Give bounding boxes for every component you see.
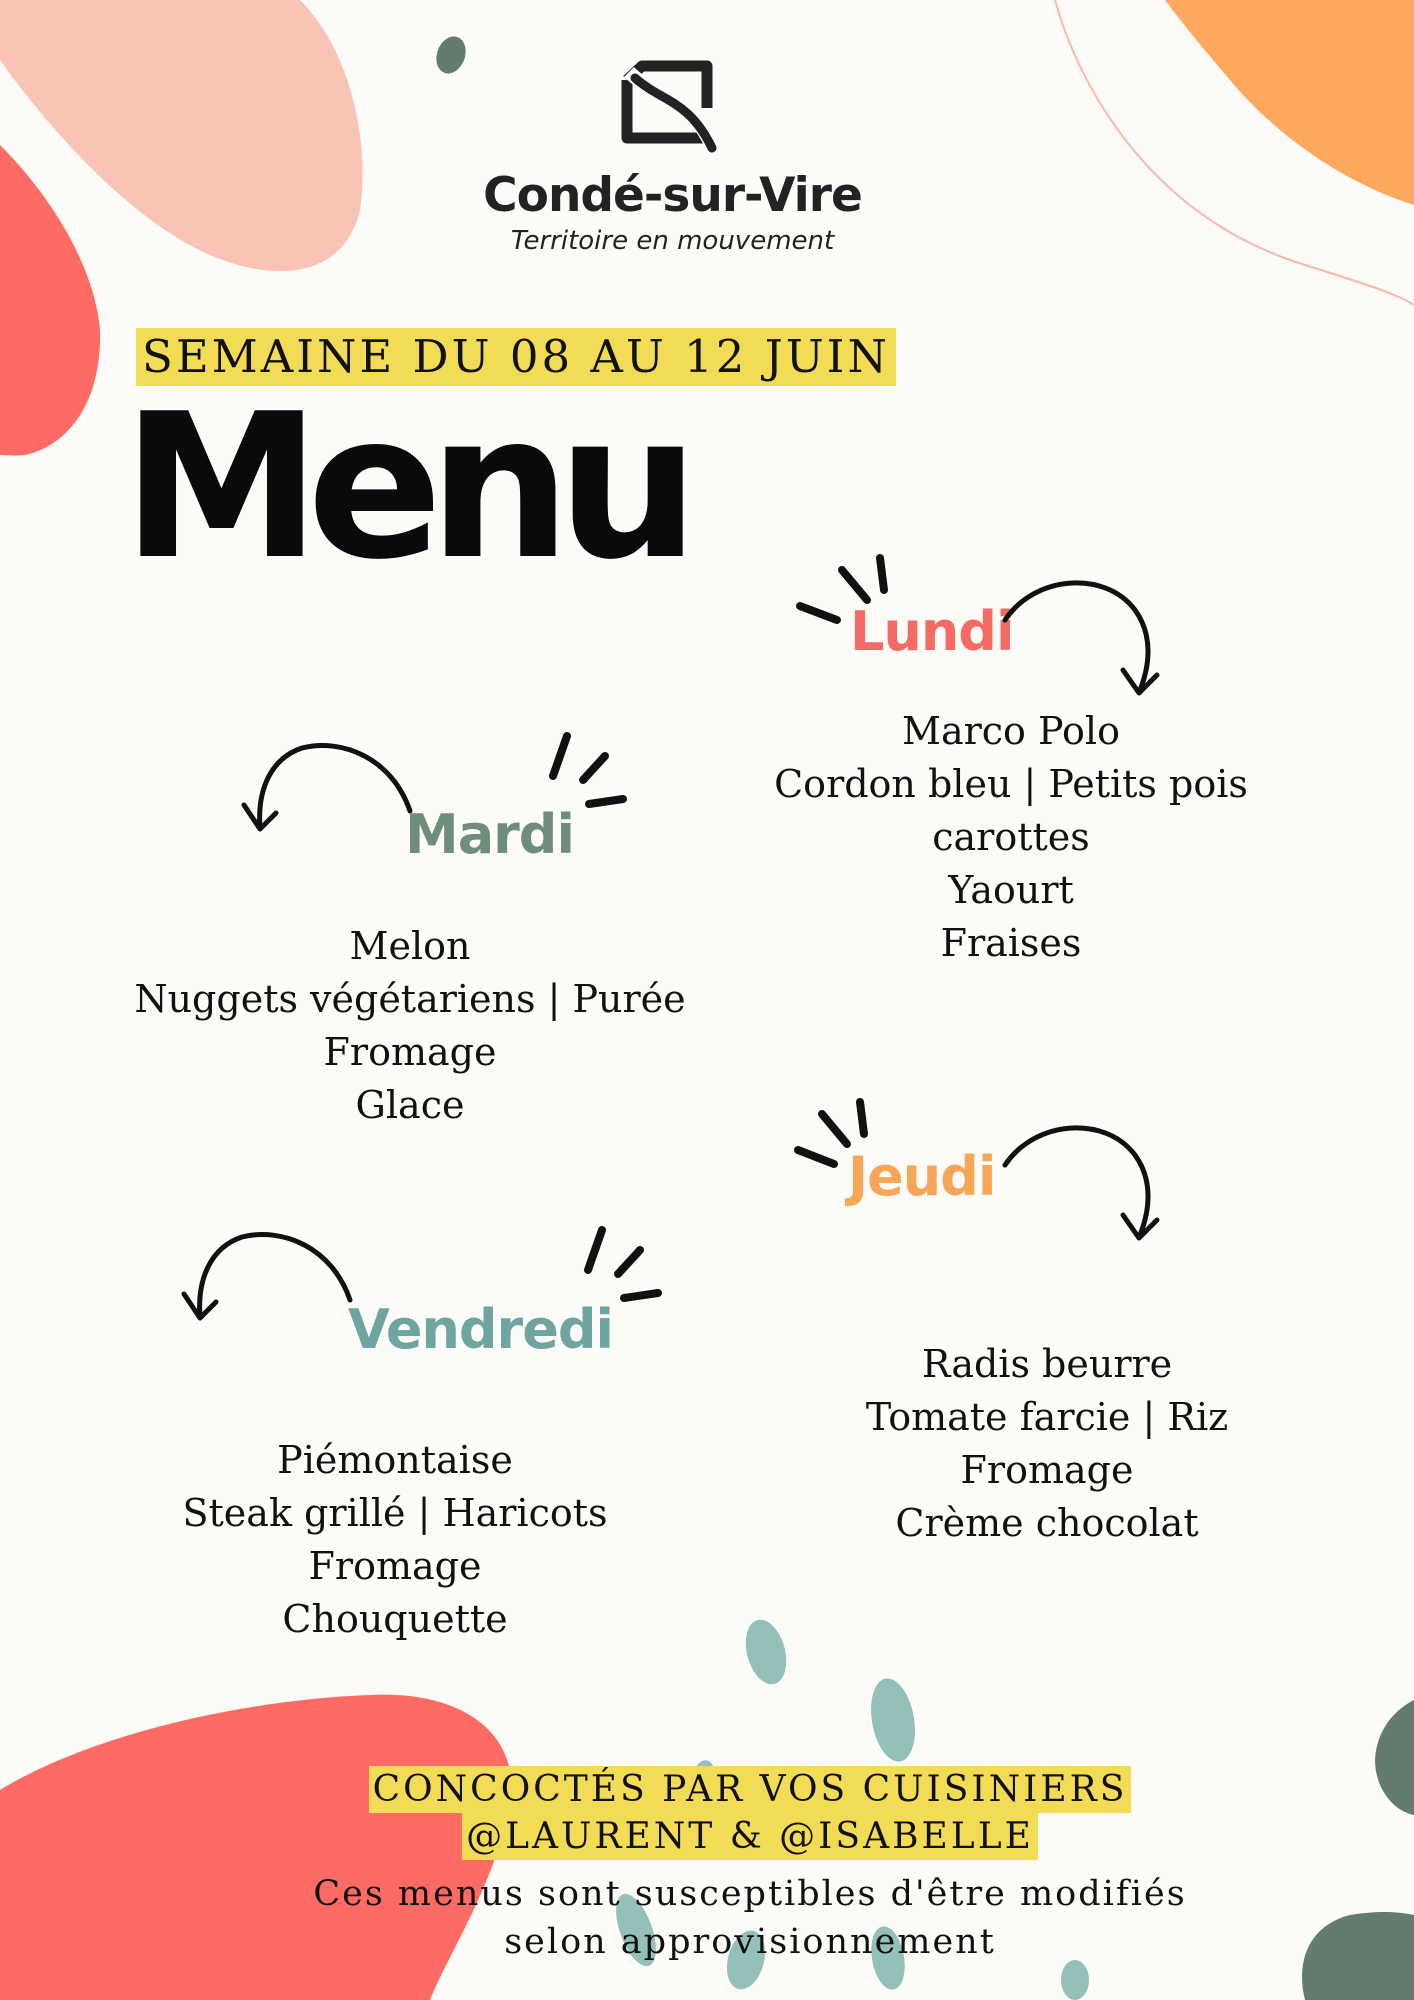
credit-cooks: CONCOCTÉS PAR VOS CUISINIERS [369,1766,1132,1813]
dish-item: Radis beurre [921,1342,1173,1386]
day-title-vendredi: Vendredi [348,1298,613,1361]
day-title-lundi: Lundi [850,600,1014,663]
dish-item: Chouquette [282,1597,508,1641]
sage-speckle [431,32,470,77]
curved-arrow-icon [172,1222,362,1332]
dish-item: Glace [355,1083,465,1127]
note-line: selon approvisionnement [504,1922,996,1962]
brand-name: Condé-sur-Vire [483,168,862,223]
curved-arrow-icon [995,565,1175,705]
curved-arrow-icon [232,733,422,843]
dish-item: Fraises [940,921,1082,965]
dish-item: Nuggets végétariens | Purée [134,977,686,1021]
brand-tagline: Territoire en mouvement [510,226,835,256]
dish-item: Fromage [960,1448,1134,1492]
sage-blob-right [1375,1700,1414,1815]
dish-item: Steak grillé | Haricots [182,1491,608,1535]
dish-item: carottes [932,815,1090,859]
dish-item: Melon [349,924,471,968]
sparkle-icon [543,728,633,818]
logo-icon [617,60,727,160]
menu-title: Menu [122,371,686,604]
dish-list-jeudi [747,1338,1347,1550]
dish-item: Fromage [323,1030,497,1074]
dish-list-mardi [100,920,720,1132]
dish-item: Crème chocolat [895,1501,1199,1545]
disclaimer-note [250,1870,1250,1966]
day-title-mardi: Mardi [405,803,574,866]
dish-item: Tomate farcie | Riz [865,1395,1229,1439]
sparkle-icon [578,1222,668,1312]
curved-arrow-icon [995,1110,1175,1250]
dish-item: Piémontaise [277,1438,513,1482]
dish-item: Marco Polo [902,709,1120,753]
dish-list-vendredi [95,1434,695,1646]
dish-item: Cordon bleu | Petits pois [774,762,1248,806]
credit-names: @LAURENT & @ISABELLE [462,1813,1038,1860]
dish-item: Yaourt [948,868,1074,912]
red-blob-left [0,145,100,455]
orange-blob [1165,0,1414,205]
day-title-jeudi: Jeudi [848,1145,996,1208]
dish-list-lundi [711,705,1311,970]
sage-blob-bottom [1302,1912,1414,2000]
note-line: Ces menus sont susceptibles d'être modifiés [313,1874,1187,1914]
credits [300,1766,1200,1860]
dish-item: Fromage [308,1544,482,1588]
week-banner: SEMAINE DU 08 AU 12 JUIN [136,328,896,386]
